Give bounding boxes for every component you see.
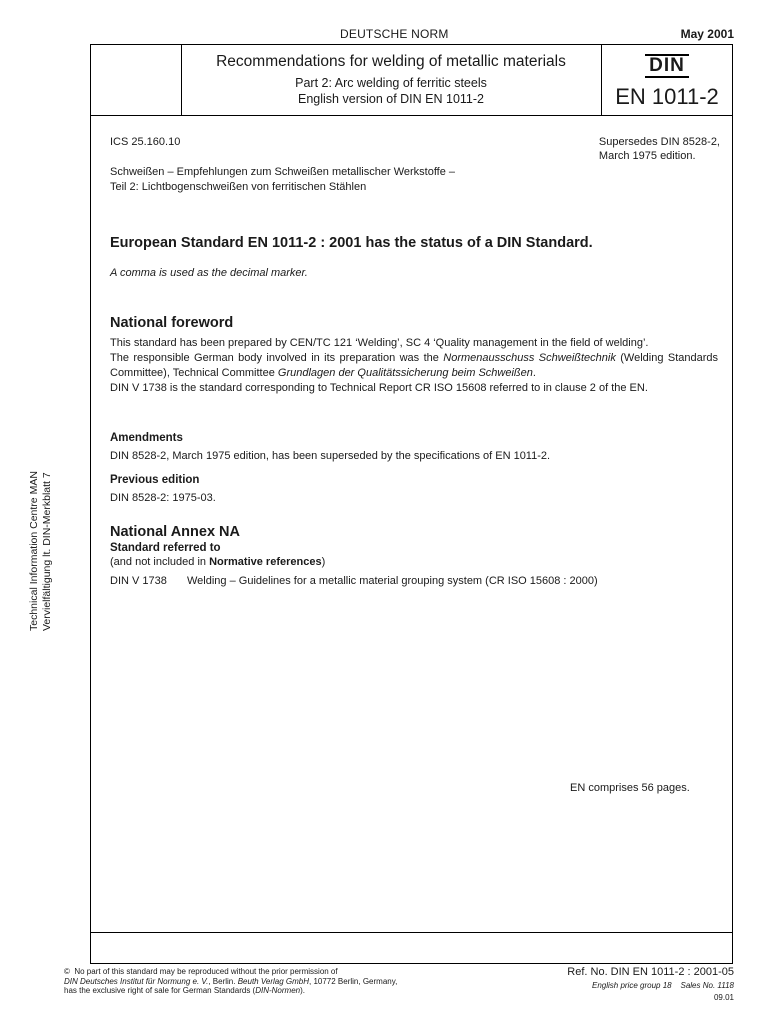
price-group: English price group 18 — [591, 981, 672, 990]
german-title — [110, 165, 670, 195]
supersedes-line-2: March 1975 edition. — [598, 150, 696, 162]
copyright-line-3 — [64, 986, 397, 996]
din-logo — [612, 54, 722, 78]
document-subtitle — [182, 75, 600, 107]
copyright-text-2a: , Berlin. — [208, 976, 238, 986]
title-divider — [90, 115, 733, 116]
norm-label: DEUTSCHE NORM — [340, 27, 449, 41]
ics-code: ICS 25.160.10 — [110, 136, 181, 148]
foreword-para-2-text: The responsible German body involved in its preparation was the — [110, 352, 444, 364]
annex-reference-text: Welding – Guidelines for a metallic material grouping system (CR ISO 15608 : 2000) — [187, 575, 598, 587]
annex-heading: National Annex NA — [110, 524, 240, 540]
foreword-body — [110, 336, 718, 396]
supersedes-note — [599, 135, 720, 163]
decimal-note: A comma is used as the decimal marker. — [110, 267, 308, 279]
footer-divider — [90, 932, 733, 933]
foreword-para-2 — [110, 351, 718, 381]
title-right-divider — [601, 44, 602, 115]
normative-references-label: Normative references — [209, 556, 322, 568]
din-logo-text: DIN — [645, 54, 689, 78]
annex-reference-code: DIN V 1738 — [110, 575, 167, 587]
document-title: Recommendations for welding of metallic materials — [216, 53, 566, 70]
amendments-text: DIN 8528-2, March 1975 edition, has been superseded by the specifications of EN 1011-2. — [110, 450, 551, 462]
side-watermark — [28, 471, 54, 631]
copyright-notice — [64, 967, 397, 996]
copyright-text-3b: ). — [300, 986, 305, 995]
technical-committee-name: Grundlagen der Qualitätssicherung beim Schweißen — [277, 367, 533, 379]
german-title-line-1: Schweißen – Empfehlungen zum Schweißen metallischer Werkstoffe – — [110, 166, 456, 178]
foreword-para-3: DIN V 1738 is the standard corresponding to Technical Report CR ISO 15608 referred to in clause 2 of the EN. — [110, 382, 648, 394]
committee-name: Normenausschuss Schweißtechnik — [443, 352, 616, 364]
foreword-para-2-end: . — [532, 367, 536, 379]
foreword-heading: National foreword — [110, 315, 234, 331]
publication-date: May 2001 — [680, 27, 734, 41]
din-institute-name: DIN Deutsches Institut für Normung e. V. — [64, 976, 209, 986]
part-title: Part 2: Arc welding of ferritic steels — [295, 76, 487, 90]
german-title-line-2: Teil 2: Lichtbogenschweißen von ferritischen Stählen — [110, 181, 367, 193]
side-text-line-2: Vervielfältigung lt. DIN-Merkblatt 7 — [41, 472, 53, 631]
copyright-text-1: No part of this standard may be reproduced without the prior permission of — [74, 967, 338, 976]
standard-number: EN 1011-2 — [615, 84, 719, 109]
reference-number: Ref. No. DIN EN 1011-2 : 2001-05 — [567, 966, 734, 978]
foreword-para-2-text-b: (Welding Standards Committee), Technical Committee — [110, 352, 719, 379]
print-date: 09.01 — [713, 993, 734, 1002]
price-info — [592, 981, 734, 990]
copyright-symbol: © — [64, 967, 70, 976]
sales-number: Sales No. 1118 — [680, 981, 734, 990]
previous-edition-text: DIN 8528-2: 1975-03. — [110, 492, 216, 504]
status-heading: European Standard EN 1011-2 : 2001 has the status of a DIN Standard. — [110, 235, 593, 251]
amendments-heading: Amendments — [110, 432, 183, 444]
english-version: English version of DIN EN 1011-2 — [298, 92, 484, 106]
copyright-line-1 — [64, 967, 397, 977]
pages-note: EN comprises 56 pages. — [570, 782, 690, 794]
annex-note-end: ) — [321, 556, 326, 568]
annex-subheading: Standard referred to — [110, 542, 221, 554]
annex-note-text: (and not included in — [110, 556, 210, 568]
copyright-text-2b: , 10772 Berlin, Germany, — [309, 976, 398, 986]
copyright-text-3a: has the exclusive right of sale for German Standards ( — [64, 986, 256, 995]
annex-note — [110, 555, 325, 570]
publisher-name: Beuth Verlag GmbH — [237, 976, 309, 986]
supersedes-line-1: Supersedes DIN 8528-2, — [598, 136, 720, 148]
din-normen-label: DIN-Normen — [255, 986, 301, 995]
foreword-para-1: This standard has been prepared by CEN/TC 121 ‘Welding’, SC 4 ‘Quality management in the field of welding’. — [110, 337, 649, 349]
previous-edition-heading: Previous edition — [110, 474, 200, 486]
copyright-line-2 — [64, 977, 397, 987]
side-text-line-1: Technical Information Centre MAN — [28, 471, 40, 631]
